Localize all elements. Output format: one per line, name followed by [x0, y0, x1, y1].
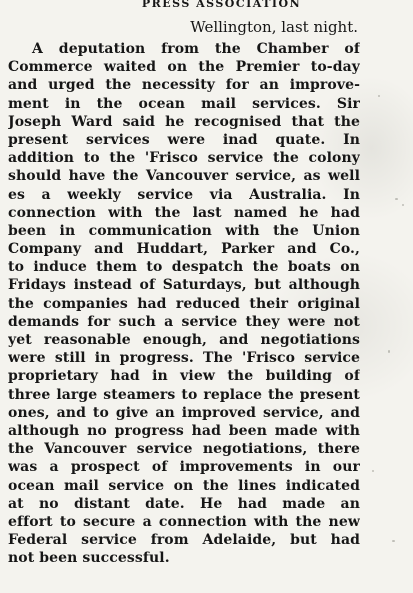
article-line: Federal service from Adelaide, but had	[8, 532, 360, 549]
article-line: Joseph Ward said he recognised that the	[8, 113, 360, 130]
article-line: not been successful.	[8, 550, 170, 567]
article-line: was a prospect of improvements in our	[8, 459, 360, 476]
article-line: es a weekly service via Australia. In	[8, 186, 360, 203]
scan-speck	[402, 204, 404, 206]
article-line: to induce them to despatch the boats on	[8, 259, 360, 276]
article-line: three large steamers to replace the present	[8, 386, 360, 403]
article-line: should have the Vancouver service, as well	[8, 168, 360, 185]
article-line: were still in progress. The 'Frisco service	[8, 350, 360, 367]
article-line: although no progress had been made with	[8, 422, 360, 439]
article-line: ment in the ocean mail services. Sir	[8, 95, 360, 112]
article-line: effort to secure a connection with the new	[8, 513, 360, 530]
scan-speck	[388, 350, 390, 353]
article-line: Fridays instead of Saturdays, but although	[8, 277, 360, 294]
article-line: yet reasonable enough, and negotiations	[8, 332, 360, 348]
dateline: Wellington, last night.	[190, 18, 358, 36]
article-line: at no distant date. He had made an	[8, 495, 360, 512]
scan-speck	[392, 540, 395, 542]
article-line: and urged the necessity for an improve-	[8, 77, 360, 94]
article-line: the companies had reduced their original	[8, 295, 360, 312]
article-line: Commerce waited on the Premier to-day	[8, 59, 360, 76]
article-line: the Vancouver service negotiations, there	[8, 441, 360, 458]
article-line: ocean mail service on the lines indicated	[8, 477, 360, 494]
article-line: ones, and to give an improved service, and	[8, 404, 360, 421]
article-line: proprietary had in view the building of	[8, 368, 360, 385]
article-line: Company and Huddart, Parker and Co.,	[8, 241, 360, 258]
article-line: addition to the 'Frisco service the colony	[8, 150, 360, 167]
article-body	[8, 40, 360, 567]
article-line: connection with the last named he had	[8, 204, 360, 221]
article-line: been in communication with the Union	[8, 222, 360, 239]
scan-speck	[372, 470, 374, 472]
scan-speck	[395, 198, 398, 200]
article-line: A deputation from the Chamber of	[32, 41, 360, 57]
scan-speck	[378, 95, 380, 97]
article-line: demands for such a service they were not	[8, 313, 360, 330]
article-line: present services were inad quate. In	[8, 131, 360, 148]
section-heading: PRESS ASSOCIATION	[141, 0, 302, 10]
